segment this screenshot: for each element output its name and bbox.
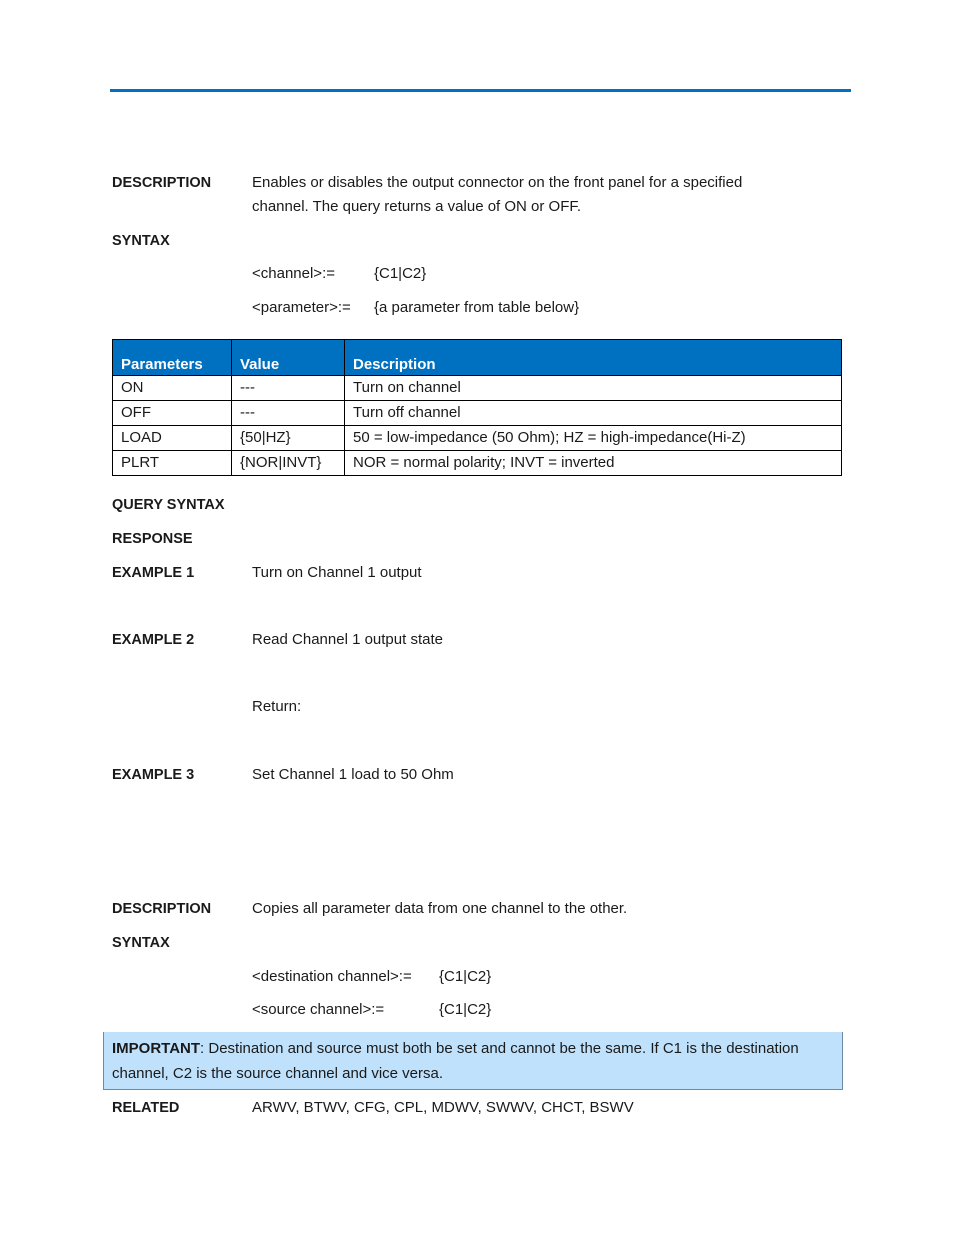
table-cell: {NOR|INVT} (232, 451, 345, 476)
example-2-text: Read Channel 1 output state (252, 631, 443, 648)
syntax-parameter-key: <parameter>:= (252, 299, 351, 316)
table-cell: LOAD (113, 426, 232, 451)
table-cell: OFF (113, 401, 232, 426)
table-row (113, 426, 842, 451)
parameters-table (112, 339, 842, 476)
description-line-1: Enables or disables the output connector on the front panel for a specified (252, 174, 743, 191)
example-3-text: Set Channel 1 load to 50 Ohm (252, 766, 454, 783)
example-2-label: EXAMPLE 2 (112, 632, 195, 648)
syntax-channel-value: {C1|C2} (374, 265, 427, 282)
table-header: Description (345, 340, 842, 376)
syntax-channel-key: <channel>:= (252, 265, 335, 282)
header-rule (110, 89, 851, 92)
table-cell: Turn on channel (345, 376, 842, 401)
table-row (113, 401, 842, 426)
syntax-label-2: SYNTAX (112, 935, 170, 951)
table-cell: NOR = normal polarity; INVT = inverted (345, 451, 842, 476)
syntax-destination-value: {C1|C2} (439, 968, 492, 985)
description-label-2: DESCRIPTION (112, 901, 212, 917)
syntax-source-key: <source channel>:= (252, 1001, 385, 1018)
return-text: Return: (252, 698, 302, 715)
table-header: Parameters (113, 340, 232, 376)
syntax-label: SYNTAX (112, 233, 170, 249)
important-callout (103, 1032, 843, 1090)
important-label: IMPORTANT (112, 1040, 201, 1057)
table-row (113, 451, 842, 476)
important-line-1: : Destination and source must both be set and cannot be the same. If C1 is the destination (200, 1040, 799, 1057)
related-text: ARWV, BTWV, CFG, CPL, MDWV, SWWV, CHCT, BSWV (252, 1099, 634, 1116)
table-cell: PLRT (113, 451, 232, 476)
description-label: DESCRIPTION (112, 175, 212, 191)
syntax-source-value: {C1|C2} (439, 1001, 492, 1018)
query-syntax-label: QUERY SYNTAX (112, 497, 225, 513)
important-line-2: channel, C2 is the source channel and vice versa. (112, 1065, 444, 1082)
related-label: RELATED (112, 1100, 180, 1116)
table-cell: --- (232, 376, 345, 401)
description-text-2: Copies all parameter data from one channel to the other. (252, 900, 628, 917)
table-cell: 50 = low-impedance (50 Ohm); HZ = high-impedance(Hi-Z) (345, 426, 842, 451)
table-header: Value (232, 340, 345, 376)
example-1-text: Turn on Channel 1 output (252, 564, 422, 581)
table-cell: ON (113, 376, 232, 401)
table-cell: {50|HZ} (232, 426, 345, 451)
table-cell: Turn off channel (345, 401, 842, 426)
example-1-label: EXAMPLE 1 (112, 565, 195, 581)
example-3-label: EXAMPLE 3 (112, 767, 195, 783)
syntax-destination-key: <destination channel>:= (252, 968, 412, 985)
description-line-2: channel. The query returns a value of ON or OFF. (252, 198, 582, 215)
table-row (113, 376, 842, 401)
table-header-row (113, 340, 842, 376)
table-cell: --- (232, 401, 345, 426)
syntax-parameter-value: {a parameter from table below} (374, 299, 580, 316)
response-label: RESPONSE (112, 531, 193, 547)
